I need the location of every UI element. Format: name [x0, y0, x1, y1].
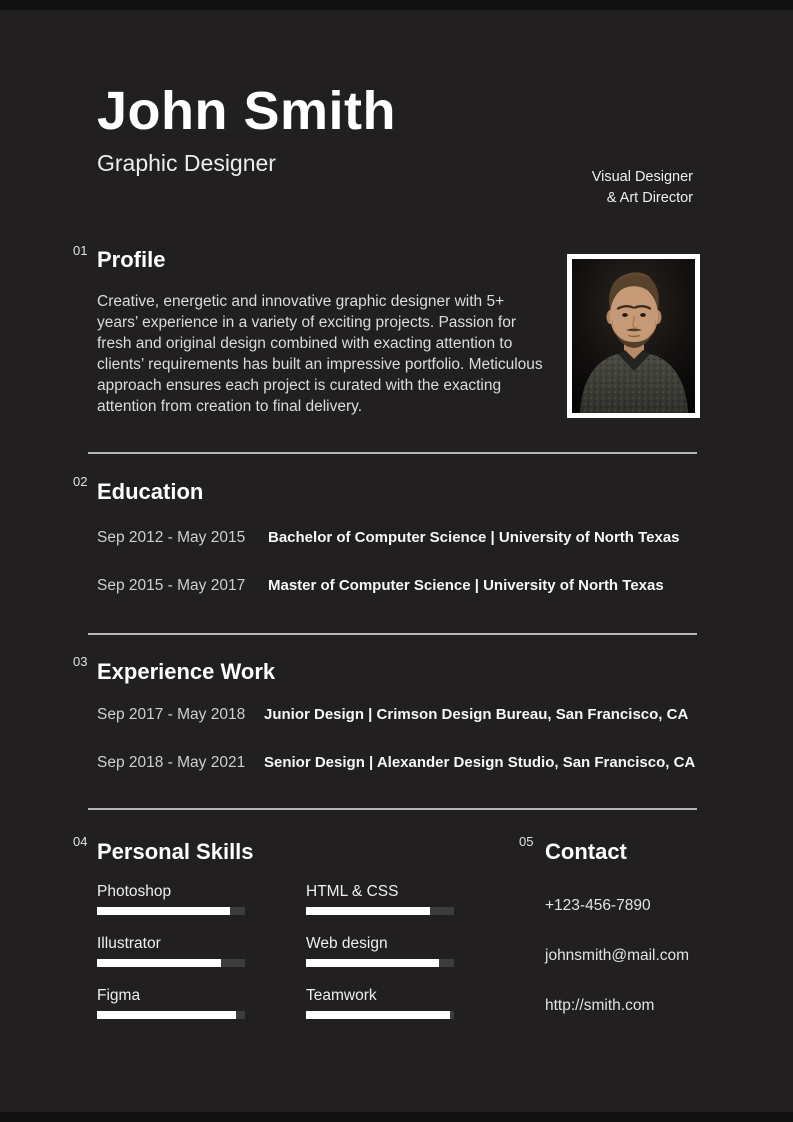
- skill-bar-track: [97, 907, 245, 915]
- skill-bar-fill: [306, 1011, 450, 1019]
- section-number-education: 02: [73, 474, 88, 489]
- experience-title: Senior Design | Alexander Design Studio, San Francisco, CA: [264, 754, 696, 771]
- skill-label: Web design: [306, 935, 388, 952]
- education-dates: Sep 2012 - May 2015: [97, 529, 246, 546]
- section-heading-education: Education: [97, 479, 204, 504]
- contact-list: [545, 897, 689, 1047]
- education-entry-1: [97, 529, 680, 547]
- bottom-edge-bar: [0, 1112, 793, 1122]
- experience-entry-1: [97, 706, 688, 724]
- contact-email: johnsmith@mail.com: [545, 947, 690, 964]
- skill-item-photoshop: [97, 883, 247, 915]
- skill-bar-track: [306, 1011, 454, 1019]
- skill-bar-fill: [306, 959, 439, 967]
- experience-entry-2: [97, 754, 695, 772]
- skill-label: Figma: [97, 987, 141, 1004]
- profile-photo: [572, 259, 695, 413]
- education-dates: Sep 2015 - May 2017: [97, 577, 246, 594]
- skill-label: HTML & CSS: [306, 883, 399, 900]
- education-title: Master of Computer Science | University of North Texas: [268, 577, 664, 594]
- skill-bar-track: [306, 959, 454, 967]
- contact-phone: +123-456-7890: [545, 897, 651, 914]
- education-entry-2: [97, 577, 664, 595]
- section-heading-contact: Contact: [545, 839, 627, 864]
- skill-label: Photoshop: [97, 883, 172, 900]
- skill-item-illustrator: [97, 935, 247, 967]
- skill-bar-fill: [306, 907, 430, 915]
- skill-bar-track: [97, 1011, 245, 1019]
- section-heading-experience: Experience Work: [97, 659, 276, 684]
- skill-label: Teamwork: [306, 987, 377, 1004]
- top-edge-bar: [0, 0, 793, 10]
- section-number-contact: 05: [519, 834, 534, 849]
- education-title: Bachelor of Computer Science | University of North Texas: [268, 529, 680, 546]
- section-number-skills: 04: [73, 834, 88, 849]
- divider-above-education: [88, 452, 697, 454]
- skill-bar-track: [97, 959, 245, 967]
- skill-item-html-css: [306, 883, 456, 915]
- contact-website: http://smith.com: [545, 997, 655, 1014]
- divider-above-skills: [88, 808, 697, 810]
- person-name: John Smith: [97, 81, 396, 141]
- section-heading-profile: Profile: [97, 247, 166, 272]
- skills-column-right: [306, 883, 456, 1039]
- profile-summary-text: Creative, energetic and innovative graphic designer with 5+ years’ experience in a variety of exciting projects. Passion for fresh and original design combined with exacting attention to clients’ requirements has built an impressive portfolio. Meticulous approach ensures each project is curated with the exacting attention from creation to final delivery.: [97, 293, 543, 415]
- person-job-title: Graphic Designer: [97, 150, 276, 176]
- section-heading-skills: Personal Skills: [97, 839, 254, 864]
- skill-item-teamwork: [306, 987, 456, 1019]
- skill-bar-fill: [97, 959, 221, 967]
- tagline-line1: Visual Designer: [591, 169, 693, 185]
- section-number-profile: 01: [73, 243, 88, 258]
- skill-bar-fill: [97, 1011, 236, 1019]
- experience-title: Junior Design | Crimson Design Bureau, San Francisco, CA: [264, 706, 689, 723]
- skill-bar-fill: [97, 907, 230, 915]
- profile-photo-frame: [567, 254, 700, 418]
- section-number-experience: 03: [73, 654, 88, 669]
- experience-dates: Sep 2018 - May 2021: [97, 754, 246, 771]
- skills-column-left: [97, 883, 247, 1039]
- skill-label: Illustrator: [97, 935, 161, 952]
- tagline-line2: & Art Director: [606, 190, 693, 206]
- skill-item-figma: [97, 987, 247, 1019]
- person-tagline: [592, 167, 693, 209]
- divider-above-experience: [88, 633, 697, 635]
- skill-item-web-design: [306, 935, 456, 967]
- skill-bar-track: [306, 907, 454, 915]
- experience-dates: Sep 2017 - May 2018: [97, 706, 246, 723]
